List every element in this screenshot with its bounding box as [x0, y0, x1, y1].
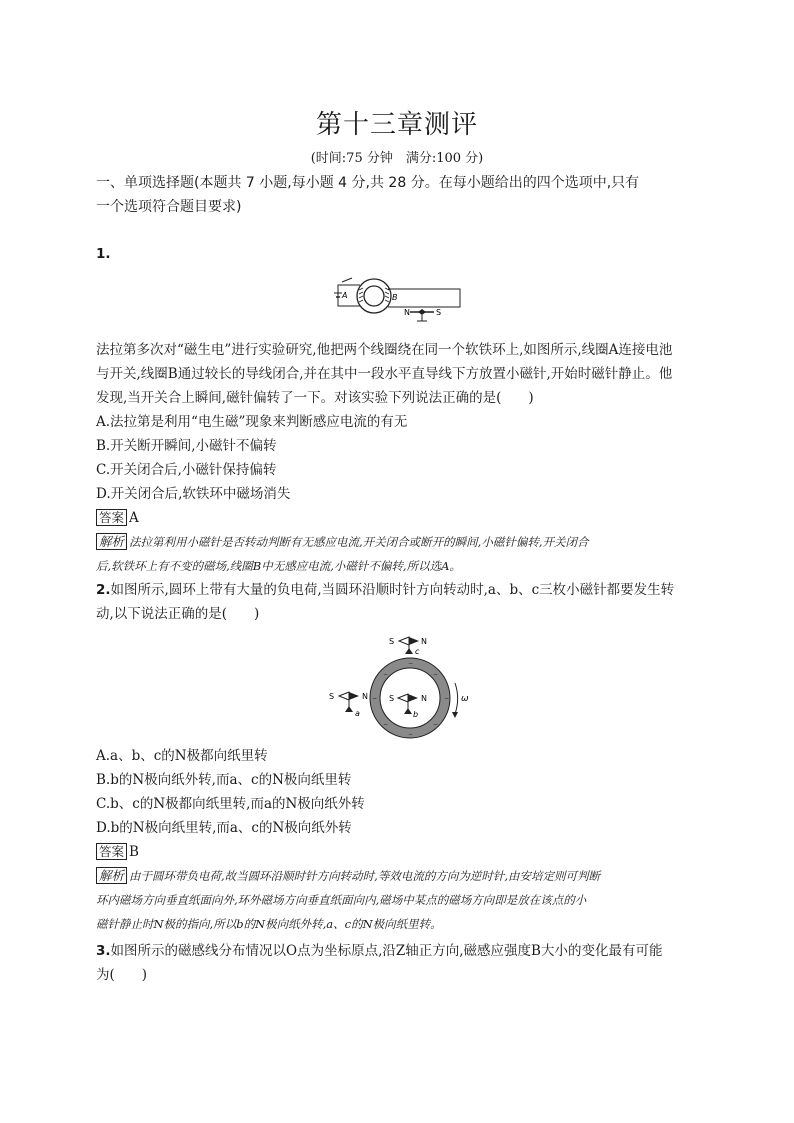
- needle-c-s-label: S: [389, 637, 395, 646]
- needle-s-label: S: [436, 308, 442, 317]
- option-b: B.开关断开瞬间,小磁针不偏转: [96, 438, 277, 454]
- svg-text:−: −: [408, 660, 414, 667]
- needle-a-label: a: [355, 709, 360, 718]
- analysis-tag: 解析: [96, 533, 127, 550]
- svg-text:−: −: [444, 695, 450, 702]
- option-b: B.b的N极向纸外转,而a、c的N极向纸里转: [96, 772, 352, 788]
- question-2-body: [96, 578, 701, 626]
- analysis-text: 后,软铁环上有不变的磁场,线圈B中无感应电流,小磁针不偏转,所以选A。: [96, 559, 461, 573]
- svg-text:−: −: [383, 721, 389, 728]
- answer-value: A: [129, 510, 139, 526]
- option-c: C.开关闭合后,小磁针保持偏转: [96, 462, 277, 478]
- answer-tag: 答案: [96, 509, 127, 526]
- needle-b-n-label: N: [421, 694, 427, 703]
- answer-row: [96, 506, 701, 530]
- question-number: 2.: [96, 582, 111, 598]
- analysis-text: 磁针静止时N极的指向,所以b的N极向纸外转,a、c的N极向纸里转。: [96, 917, 442, 931]
- question-number: 3.: [96, 943, 111, 959]
- coil-a-label: A: [342, 291, 348, 300]
- question-1-stem-line: 发现,当开关合上瞬间,磁针偏转了一下。对该实验下列说法正确的是( ): [96, 390, 534, 406]
- question-3-body: [96, 939, 701, 987]
- question-3-stem-text: 如图所示的磁感线分布情况以O点为坐标原点,沿Z轴正方向,磁感应强度B大小的变化最有可能: [110, 943, 663, 959]
- coil-b-label: B: [392, 293, 398, 302]
- needle-c-label: c: [415, 647, 420, 656]
- question-2-stem-line: [96, 578, 701, 602]
- analysis-text: 由于圆环带负电荷,故当圆环沿顺时针方向转动时,等效电流的方向为逆时针,由安培定则可判断: [129, 869, 600, 883]
- question-1-stem-line: 法拉第多次对“磁生电”进行实验研究,他把两个线圈绕在同一个软铁环上,如图所示,线圈A连接电池: [96, 342, 673, 358]
- section-heading-line: 一个选项符合题目要求): [96, 199, 242, 215]
- svg-text:−: −: [433, 721, 439, 728]
- option-c: C.b、c的N极都向纸里转,而a的N极向纸外转: [96, 796, 365, 812]
- analysis-text: 法拉第利用小磁针是否转动判断有无感应电流,开关闭合或断开的瞬间,小磁针偏转,开关闭合: [129, 535, 589, 549]
- answer-row: [96, 840, 701, 864]
- section-heading-line: 一、单项选择题(本题共 7 小题,每小题 4 分,共 28 分。在每小题给出的四个选项中,只有: [96, 175, 640, 191]
- analysis-row: [96, 530, 701, 554]
- question-1-body: [96, 338, 701, 578]
- question-2-figure: [325, 628, 475, 740]
- needle-b-label: b: [413, 710, 419, 719]
- question-3-stem-line: [96, 939, 701, 963]
- answer-tag: 答案: [96, 843, 127, 860]
- option-a: A.a、b、c的N极都向纸里转: [96, 748, 268, 764]
- option-a: A.法拉第是利用“电生磁”现象来判断感应电流的有无: [96, 414, 408, 430]
- answer-value: B: [129, 844, 139, 860]
- needle-b-s-label: S: [389, 694, 395, 703]
- question-number: 1.: [96, 246, 111, 262]
- question-1-stem-line: 与开关,线圈B通过较长的导线闭合,并在其中一段水平直导线下方放置小磁针,开始时磁针静止。他: [96, 366, 673, 382]
- needle-n-label: N: [404, 308, 410, 317]
- svg-text:−: −: [383, 671, 389, 678]
- question-2-stem-text: 如图所示,圆环上带有大量的负电荷,当圆环沿顺时针方向转动时,a、b、c三枚小磁针都要发生转: [110, 582, 675, 598]
- option-d: D.b的N极向纸里转,而a、c的N极向纸外转: [96, 820, 352, 836]
- question-2-options: [96, 744, 701, 936]
- question-3-stem-line: 为( ): [96, 967, 148, 983]
- analysis-tag: 解析: [96, 867, 127, 884]
- question-1-figure: [330, 276, 465, 324]
- needle-a-s-label: S: [329, 692, 335, 701]
- page-title: 第十三章测评: [315, 110, 478, 140]
- svg-text:−: −: [408, 731, 414, 738]
- page-subtitle: (时间:75 分钟 满分:100 分): [310, 151, 484, 166]
- analysis-row: [96, 864, 701, 888]
- needle-a-n-label: N: [362, 692, 368, 701]
- analysis-text: 环内磁场方向垂直纸面向外,环外磁场方向垂直纸面向内,磁场中某点的磁场方向即是放在该点的小: [96, 893, 587, 907]
- omega-label: ω: [461, 694, 469, 704]
- needle-c-n-label: N: [421, 637, 427, 646]
- question-1-number: [96, 242, 701, 266]
- section-heading: [96, 171, 701, 219]
- question-2-stem-line: 动,以下说法正确的是( ): [96, 606, 260, 622]
- svg-text:−: −: [372, 695, 378, 702]
- svg-text:−: −: [433, 671, 439, 678]
- option-d: D.开关闭合后,软铁环中磁场消失: [96, 486, 291, 502]
